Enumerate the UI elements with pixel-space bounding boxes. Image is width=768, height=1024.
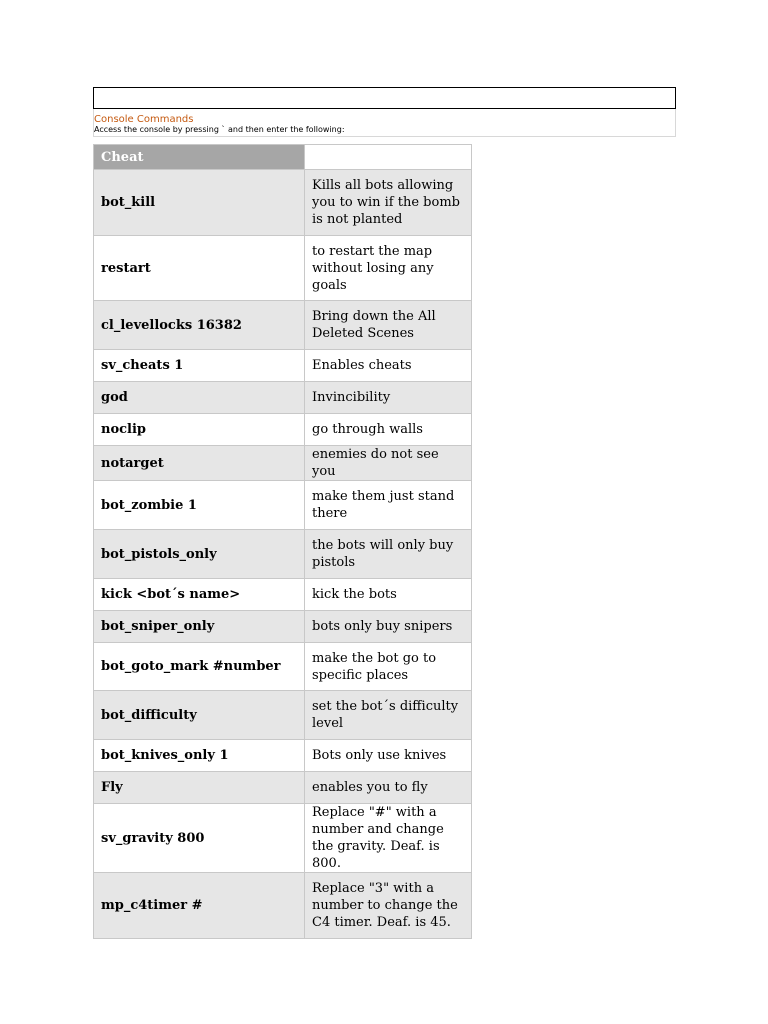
cheat-description: Enables cheats bbox=[305, 350, 472, 382]
cheat-description: Replace "#" with a number and change the gravity. Deaf. is 800. bbox=[305, 804, 472, 873]
title-box bbox=[93, 87, 676, 109]
table-row bbox=[94, 579, 472, 611]
table-row bbox=[94, 446, 472, 481]
cheat-description: Kills all bots allowing you to win if the bomb is not planted bbox=[305, 170, 472, 236]
cheat-description: Invincibility bbox=[305, 382, 472, 414]
cheat-command: bot_sniper_only bbox=[94, 611, 305, 643]
cheat-command: god bbox=[94, 382, 305, 414]
cheat-command: sv_cheats 1 bbox=[94, 350, 305, 382]
table-row bbox=[94, 350, 472, 382]
cheat-command: bot_difficulty bbox=[94, 691, 305, 740]
cheat-description: make the bot go to specific places bbox=[305, 643, 472, 691]
table-row bbox=[94, 691, 472, 740]
cheat-command: mp_c4timer # bbox=[94, 873, 305, 939]
header-cheat: Cheat bbox=[94, 145, 305, 170]
cheat-description: enables you to fly bbox=[305, 772, 472, 804]
table-row bbox=[94, 611, 472, 643]
cheat-command: restart bbox=[94, 236, 305, 301]
cheat-command: bot_kill bbox=[94, 170, 305, 236]
cheat-command: sv_gravity 800 bbox=[94, 804, 305, 873]
table-row bbox=[94, 772, 472, 804]
table-row bbox=[94, 873, 472, 939]
cheat-table bbox=[93, 144, 472, 939]
table-row bbox=[94, 382, 472, 414]
cheat-command: kick <bot´s name> bbox=[94, 579, 305, 611]
intro-panel bbox=[93, 109, 676, 137]
table-row bbox=[94, 236, 472, 301]
cheat-command: bot_knives_only 1 bbox=[94, 740, 305, 772]
section-subtitle: Access the console by pressing ` and then enter the following: bbox=[94, 125, 345, 134]
header-description bbox=[305, 145, 472, 170]
table-row bbox=[94, 414, 472, 446]
cheat-description: the bots will only buy pistols bbox=[305, 530, 472, 579]
cheat-description: enemies do not see you bbox=[305, 446, 472, 481]
cheat-command: bot_zombie 1 bbox=[94, 481, 305, 530]
cheat-command: noclip bbox=[94, 414, 305, 446]
cheat-description: bots only buy snipers bbox=[305, 611, 472, 643]
table-row bbox=[94, 170, 472, 236]
cheat-description: go through walls bbox=[305, 414, 472, 446]
cheat-description: Bring down the All Deleted Scenes bbox=[305, 301, 472, 350]
cheat-command: bot_pistols_only bbox=[94, 530, 305, 579]
table-row bbox=[94, 301, 472, 350]
table-row bbox=[94, 740, 472, 772]
table-row bbox=[94, 643, 472, 691]
section-title: Console Commands bbox=[94, 114, 194, 125]
table-row bbox=[94, 804, 472, 873]
cheat-command: Fly bbox=[94, 772, 305, 804]
table-header-row bbox=[94, 145, 472, 170]
cheat-description: kick the bots bbox=[305, 579, 472, 611]
cheat-description: Replace "3" with a number to change the C4 timer. Deaf. is 45. bbox=[305, 873, 472, 939]
cheat-description: make them just stand there bbox=[305, 481, 472, 530]
cheat-command: notarget bbox=[94, 446, 305, 481]
cheat-description: Bots only use knives bbox=[305, 740, 472, 772]
table-row bbox=[94, 530, 472, 579]
cheat-description: to restart the map without losing any goals bbox=[305, 236, 472, 301]
cheat-command: cl_levellocks 16382 bbox=[94, 301, 305, 350]
cheat-description: set the bot´s difficulty level bbox=[305, 691, 472, 740]
cheat-command: bot_goto_mark #number bbox=[94, 643, 305, 691]
table-row bbox=[94, 481, 472, 530]
